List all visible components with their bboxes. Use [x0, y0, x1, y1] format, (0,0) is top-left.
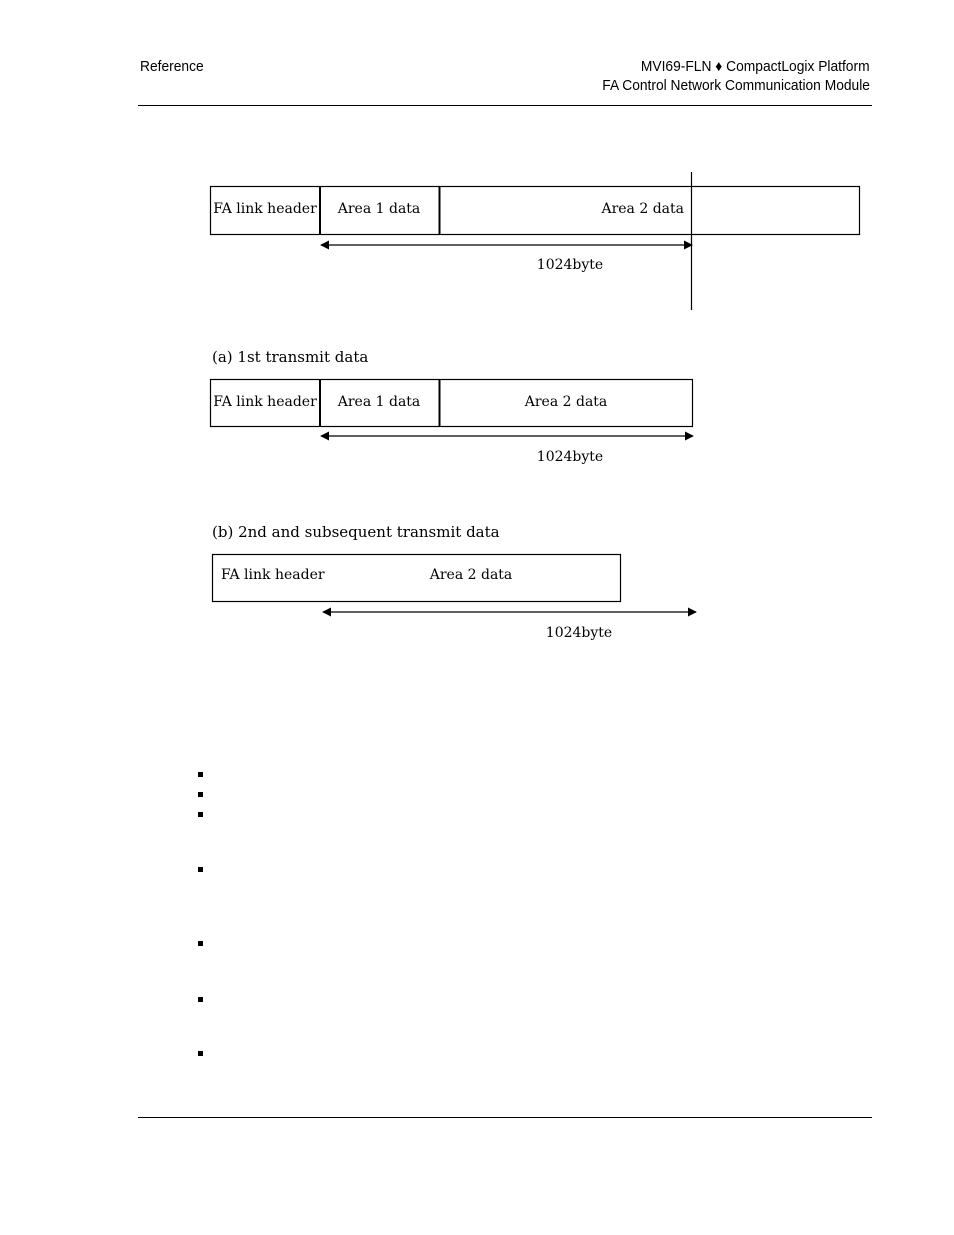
diagram-a-cell-area2: Area 2 data [524, 394, 608, 410]
diagram-top [211, 172, 860, 310]
diagram-top-cell-area2: Area 2 data [601, 201, 684, 217]
diagram-top-size-label: 1024byte [536, 257, 604, 273]
diagram-top-cell-area1: Area 1 data [337, 201, 421, 217]
diagram-a-cell-header: FA link header [213, 394, 317, 410]
list-bullet [198, 941, 203, 946]
diagram-b [212, 523, 696, 641]
list-bullet [198, 772, 203, 777]
diagram-a-size-label: 1024byte [536, 449, 604, 465]
list-bullet [198, 792, 203, 797]
diagram-b-cell-header: FA link header [221, 567, 325, 583]
diagram-a [211, 348, 694, 465]
diagram-b-cell-area2: Area 2 data [429, 567, 513, 583]
header-product-subtitle: FA Control Network Communication Module [602, 77, 870, 94]
list-bullet [198, 867, 203, 872]
diagram-b-size-label: 1024byte [545, 625, 613, 641]
footer-rule [138, 1117, 872, 1118]
list-bullet [198, 997, 203, 1002]
list-bullet [198, 1051, 203, 1056]
header-section-title: Reference [140, 58, 204, 75]
diagram-b-caption: (b) 2nd and subsequent transmit data [212, 523, 500, 541]
diagram-a-cell-area1: Area 1 data [337, 394, 421, 410]
diagram-a-caption: (a) 1st transmit data [212, 348, 369, 366]
diagram-top-cell-header: FA link header [213, 201, 317, 217]
list-bullet [198, 812, 203, 817]
header-product-title: MVI69-FLN ♦ CompactLogix Platform [641, 58, 870, 75]
